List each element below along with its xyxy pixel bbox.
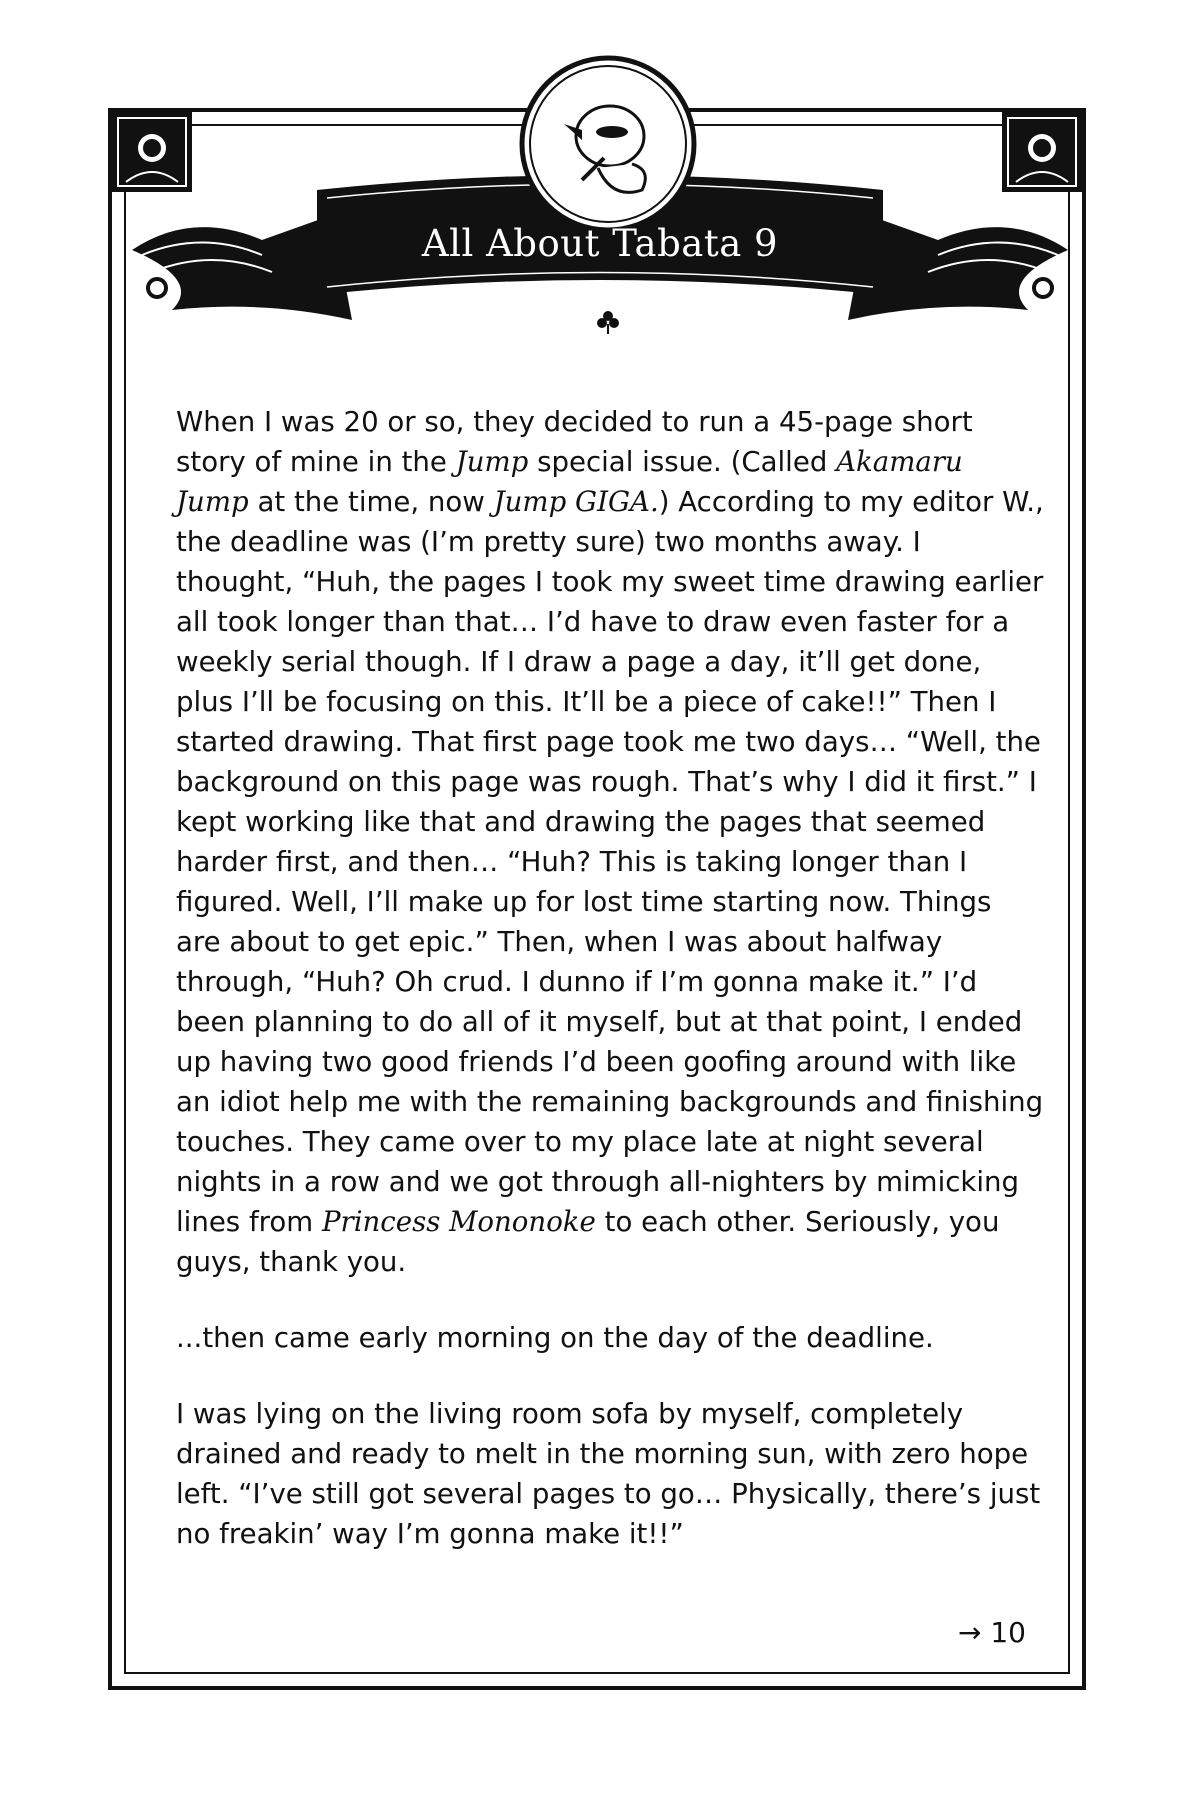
essay-body [176, 402, 1044, 1554]
next-page-indicator: → 10 [958, 1616, 1026, 1649]
paragraph-3: I was lying on the living room sofa by myself, completely drained and ready to melt in the morning sun, with zero hope left. “I’ve still got several pages to go… Physically, there’s just no freakin’ way I’m gonna make it!!” [176, 1397, 1041, 1550]
header-banner [112, 40, 1088, 360]
paragraph-1: When I was 20 or so, they decided to run a 45-page short story of mine in the Jump special issue. (Called Akamaru Jump at the time, now Jump GIGA.) According to my editor W., the deadline was (I’m pretty sure) two months away. I thought, “Huh, the pages I took my sweet time drawing earlier all took longer than that… I’d have to draw even faster for a weekly serial though. If I draw a page a day, it’ll get done, plus I’ll be focusing on this. It’ll be a piece of cake!!” Then I started drawing. That first page took me two days… “Well, the background on this page was rough. That’s why I did it first.” I kept working like that and drawing the pages that seemed harder first, and then… “Huh? This is taking longer than I figured. Well, I’ll make up for lost time starting now. Things are about to get epic.” Then, when I was about halfway through, “Huh? Oh crud. I dunno if I’m gonna make it.” I’d been planning to do all of it myself, but at that point, I ended up having two good friends I’d been goofing around with like an idiot help me with the remaining backgrounds and finishing touches. They came over to my place late at night several nights in a row and we got through all-nighters by mimicking lines from Princess Mononoke to each other. Seriously, you guys, thank you. [176, 405, 1044, 1278]
paragraph-2: ...then came early morning on the day of the deadline. [176, 1321, 934, 1354]
page-title: All About Tabata 9 [421, 222, 779, 265]
clover-icon [597, 311, 619, 334]
